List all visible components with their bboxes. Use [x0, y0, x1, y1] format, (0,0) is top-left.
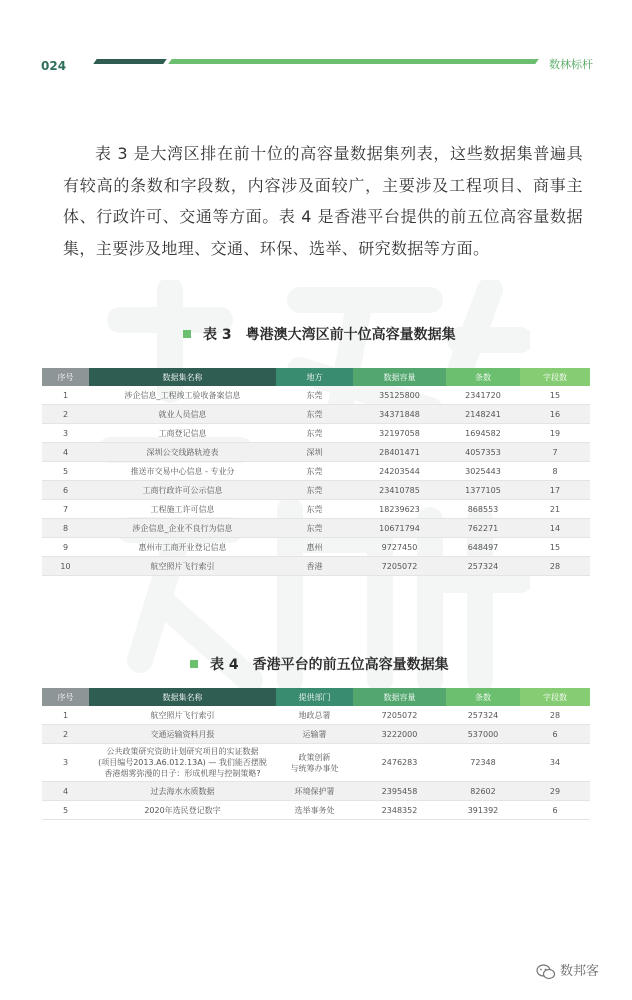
record-count-cell: 1377105 [446, 481, 520, 500]
data-size-cell: 28401471 [353, 443, 446, 462]
data-size-cell: 35125800 [353, 386, 446, 405]
field-count-cell: 8 [520, 462, 590, 481]
data-size-cell: 34371848 [353, 405, 446, 424]
data-size-cell: 10671794 [353, 519, 446, 538]
record-count-cell: 82602 [446, 782, 520, 801]
dataset-name-cell [89, 744, 276, 782]
caption-square-icon [190, 660, 198, 668]
record-count-cell: 72348 [446, 744, 520, 782]
dataset-name-line: (项目编号2013.A6.012.13A) — 我们能否摆脱 [98, 758, 267, 767]
table3-caption-text: 表 3 粤港澳大湾区前十位高容量数据集 [203, 327, 456, 343]
field-count-cell: 34 [520, 744, 590, 782]
dataset-name-cell: 就业人员信息 [89, 405, 276, 424]
place-cell: 惠州 [276, 538, 353, 557]
place-cell: 东莞 [276, 462, 353, 481]
row-number-cell: 3 [42, 424, 89, 443]
data-size-cell: 2348352 [353, 801, 446, 820]
table-row [42, 481, 590, 500]
dataset-name-cell: 工程施工许可信息 [89, 500, 276, 519]
table-row [42, 725, 590, 744]
department-cell [276, 801, 353, 820]
header-cell-no: 序号 [42, 368, 89, 386]
record-count-cell: 3025443 [446, 462, 520, 481]
footer-logo-text: 数邦客 [560, 964, 600, 979]
table-row [42, 801, 590, 820]
data-size-cell: 3222000 [353, 725, 446, 744]
table-row [42, 706, 590, 725]
field-count-cell: 7 [520, 443, 590, 462]
footer-logo [536, 960, 599, 980]
field-count-cell: 14 [520, 519, 590, 538]
table-header-row [42, 368, 590, 386]
place-cell: 东莞 [276, 481, 353, 500]
table-row [42, 519, 590, 538]
place-cell: 深圳 [276, 443, 353, 462]
brand-label: 数林标杆 [549, 58, 593, 71]
table4 [42, 688, 590, 820]
department-line: 政策创新 [298, 752, 331, 762]
field-count-cell: 28 [520, 557, 590, 576]
dataset-name-cell [89, 801, 276, 820]
table-row [42, 443, 590, 462]
field-count-cell: 29 [520, 782, 590, 801]
table-row [42, 538, 590, 557]
dataset-name-cell [89, 706, 276, 725]
place-cell: 东莞 [276, 500, 353, 519]
row-number-cell: 1 [42, 706, 89, 725]
header-cell-size: 数据容量 [353, 368, 446, 386]
department-line: 运输署 [302, 729, 327, 739]
field-count-cell: 15 [520, 386, 590, 405]
table-row [42, 782, 590, 801]
field-count-cell: 17 [520, 481, 590, 500]
dataset-name-cell [89, 725, 276, 744]
department-line: 选举事务处 [294, 805, 335, 815]
row-number-cell: 5 [42, 462, 89, 481]
data-size-cell: 24203544 [353, 462, 446, 481]
record-count-cell: 391392 [446, 801, 520, 820]
row-number-cell: 2 [42, 405, 89, 424]
field-count-cell: 21 [520, 500, 590, 519]
dataset-name-line: 2020年选民登记数字 [144, 805, 221, 815]
dataset-name-line: 航空照片飞行索引 [150, 710, 215, 720]
row-number-cell: 2 [42, 725, 89, 744]
header-cell-place: 地方 [276, 368, 353, 386]
header-cell-dept: 提供部门 [276, 688, 353, 706]
place-cell: 香港 [276, 557, 353, 576]
data-size-cell: 32197058 [353, 424, 446, 443]
dataset-name-cell: 推送市交易中心信息 - 专业分 [89, 462, 276, 481]
data-size-cell: 2476283 [353, 744, 446, 782]
header-cell-size: 数据容量 [353, 688, 446, 706]
place-cell: 东莞 [276, 405, 353, 424]
table4-caption [190, 654, 449, 674]
record-count-cell: 1694582 [446, 424, 520, 443]
caption-square-icon [183, 330, 191, 338]
place-cell: 东莞 [276, 386, 353, 405]
table-row [42, 424, 590, 443]
department-line: 地政总署 [298, 710, 331, 720]
record-count-cell: 2148241 [446, 405, 520, 424]
record-count-cell: 257324 [446, 557, 520, 576]
row-number-cell: 4 [42, 443, 89, 462]
department-cell [276, 706, 353, 725]
dataset-name-cell: 惠州市工商开业登记信息 [89, 538, 276, 557]
table-row [42, 405, 590, 424]
place-cell: 东莞 [276, 424, 353, 443]
header-cell-fields: 字段数 [520, 688, 590, 706]
dataset-name-cell: 工商登记信息 [89, 424, 276, 443]
intro-paragraph: 表 3 是大湾区排在前十位的高容量数据集列表，这些数据集普遍具有较高的条数和字段数，内容涉及面较广，主要涉及工程项目、商事主体、行政许可、交通等方面。表 4 是香港平台提供的前五位高容量数据集，主要涉及地理、交通、环保、选举、研究数据等方面。 [63, 144, 583, 258]
row-number-cell: 4 [42, 782, 89, 801]
dataset-name-cell: 工商行政许可公示信息 [89, 481, 276, 500]
row-number-cell: 3 [42, 744, 89, 782]
dataset-name-cell: 深圳公交线路轨迹表 [89, 443, 276, 462]
field-count-cell: 19 [520, 424, 590, 443]
data-size-cell: 7205072 [353, 706, 446, 725]
row-number-cell: 6 [42, 481, 89, 500]
department-cell [276, 744, 353, 782]
dataset-name-cell: 航空照片飞行索引 [89, 557, 276, 576]
record-count-cell: 868553 [446, 500, 520, 519]
record-count-cell: 537000 [446, 725, 520, 744]
record-count-cell: 2341720 [446, 386, 520, 405]
table4-caption-text: 表 4 香港平台的前五位高容量数据集 [210, 657, 449, 673]
field-count-cell: 15 [520, 538, 590, 557]
data-size-cell: 2395458 [353, 782, 446, 801]
dataset-name-cell [89, 782, 276, 801]
table-row [42, 744, 590, 782]
data-size-cell: 7205072 [353, 557, 446, 576]
table-row [42, 500, 590, 519]
table3 [42, 368, 590, 576]
dataset-name-line: 过去海水水质数据 [150, 786, 215, 796]
header-cell-name: 数据集名称 [89, 368, 276, 386]
department-line: 与统筹办事处 [290, 763, 339, 773]
record-count-cell: 257324 [446, 706, 520, 725]
header-cell-no: 序号 [42, 688, 89, 706]
place-cell: 东莞 [276, 519, 353, 538]
field-count-cell: 16 [520, 405, 590, 424]
field-count-cell: 6 [520, 725, 590, 744]
dataset-name-line: 香港烟雾弥漫的日子：形成机理与控制策略? [104, 769, 261, 778]
table-row [42, 386, 590, 405]
dataset-name-line: 交通运输资料月报 [150, 729, 215, 739]
table3-caption [183, 324, 456, 344]
department-cell [276, 725, 353, 744]
header-cell-name: 数据集名称 [89, 688, 276, 706]
row-number-cell: 5 [42, 801, 89, 820]
header-cell-count: 条数 [446, 688, 520, 706]
record-count-cell: 4057353 [446, 443, 520, 462]
row-number-cell: 7 [42, 500, 89, 519]
data-size-cell: 23410785 [353, 481, 446, 500]
header-bar-green [168, 59, 539, 64]
table-row [42, 462, 590, 481]
field-count-cell: 28 [520, 706, 590, 725]
dataset-name-line: 公共政策研究资助计划研究项目的实证数据 [106, 747, 259, 756]
table-row [42, 557, 590, 576]
department-cell [276, 782, 353, 801]
header-cell-count: 条数 [446, 368, 520, 386]
dataset-name-cell: 涉企信息_工程竣工验收备案信息 [89, 386, 276, 405]
data-size-cell: 9727450 [353, 538, 446, 557]
department-line: 环境保护署 [294, 786, 335, 796]
data-size-cell: 18239623 [353, 500, 446, 519]
record-count-cell: 648497 [446, 538, 520, 557]
page-number: 024 [41, 59, 67, 73]
dataset-name-cell: 涉企信息_企业不良行为信息 [89, 519, 276, 538]
page-header [0, 0, 632, 80]
row-number-cell: 10 [42, 557, 89, 576]
row-number-cell: 8 [42, 519, 89, 538]
record-count-cell: 762271 [446, 519, 520, 538]
header-bar-dark [93, 59, 167, 64]
row-number-cell: 1 [42, 386, 89, 405]
row-number-cell: 9 [42, 538, 89, 557]
table-header-row [42, 688, 590, 706]
header-cell-fields: 字段数 [520, 368, 590, 386]
field-count-cell: 6 [520, 801, 590, 820]
wechat-icon [536, 964, 556, 980]
